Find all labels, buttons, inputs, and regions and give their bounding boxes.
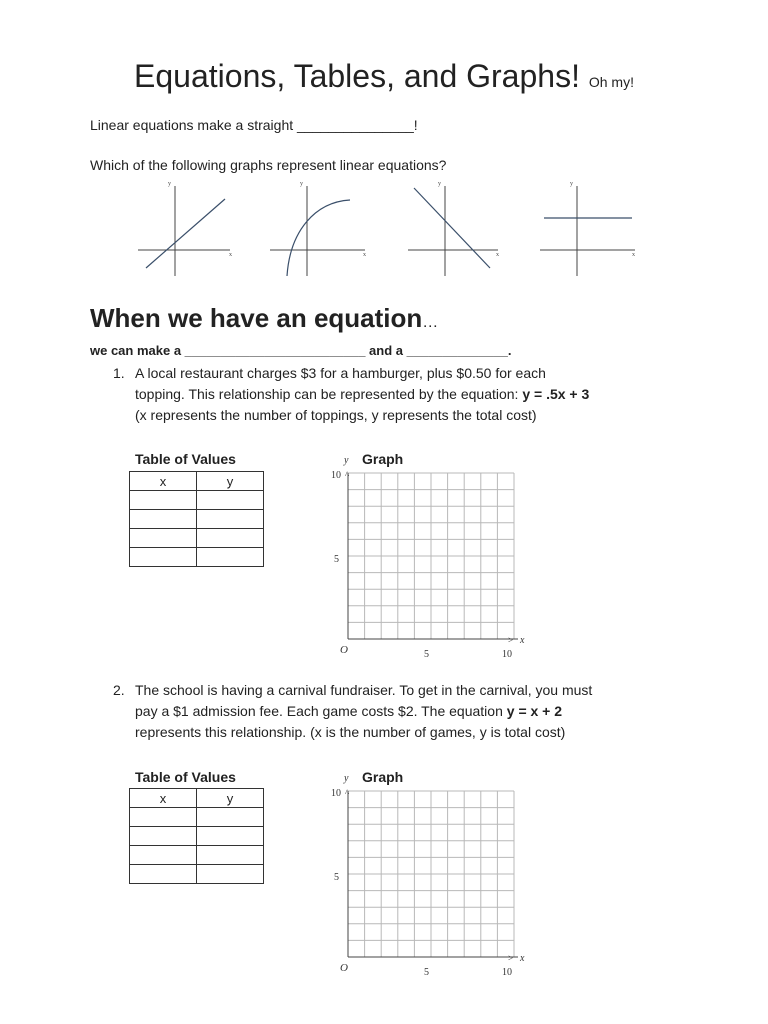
section-heading-text: When we have an equation [90,303,423,333]
example-graph-y-label: y [168,181,171,187]
problem-line: represents this relationship. (x is the number of games, y is total cost) [135,724,566,740]
problem-line-prefix: pay a $1 admission fee. Each game costs $2. The equation [135,703,507,719]
table-cell-x[interactable] [130,491,197,510]
problem-line [135,384,695,405]
example-graph-y-label: y [300,181,303,187]
problem-line [135,701,695,722]
example-graph-x-label: x [632,252,635,258]
table-header-x: x [130,472,197,491]
example-graph-x-label: x [496,252,499,258]
table-header-y: y [197,789,264,808]
problem-line-prefix: topping. This relationship can be represented by the equation: [135,386,523,402]
table-header-y: y [197,472,264,491]
table-cell-x[interactable] [130,827,197,846]
table-row [130,808,264,827]
which-prompt: Which of the following graphs represent linear equations? [90,157,447,173]
table-row [130,827,264,846]
example-graphs [130,176,650,280]
problem-equation: y = x + 2 [506,703,563,719]
table-of-values-label: Table of Values [135,769,236,785]
table-row [130,510,264,529]
svg-text:>: > [508,635,514,645]
y-tick-label: 10 [331,470,341,481]
table-cell-x[interactable] [130,548,197,567]
linear-prompt: Linear equations make a straight _______________! [90,117,418,133]
table-cell-y[interactable] [197,548,264,567]
problem-line: A local restaurant charges $3 for a hamburger, plus $0.50 for each [135,365,546,381]
table-cell-y[interactable] [197,865,264,884]
x-tick-label: 5 [424,649,429,660]
svg-text:^: ^ [345,788,350,798]
example-graph-increasing [138,181,232,276]
example-graph-decreasing [408,181,499,276]
title-main: Equations, Tables, and Graphs! [134,58,580,94]
table-row [130,548,264,567]
section-heading [90,303,438,334]
example-graph-horizontal [540,181,635,276]
y-tick-label: 5 [334,872,339,883]
y-axis-name: y [344,455,349,466]
svg-text:>: > [508,953,514,963]
problem-number: 1. [113,365,125,381]
table-header-row [130,472,264,491]
x-tick-label: 5 [424,967,429,978]
table-cell-y[interactable] [197,827,264,846]
table-row [130,846,264,865]
section-subline: we can make a _________________________ and a ______________. [90,343,512,358]
table-of-values [129,788,264,884]
table-of-values-label: Table of Values [135,451,236,467]
table-cell-y[interactable] [197,808,264,827]
graph-label: Graph [362,769,404,785]
problem-number: 2. [113,682,125,698]
table-cell-x[interactable] [130,865,197,884]
problem-line: (x represents the number of toppings, y represents the total cost) [135,407,537,423]
section-heading-suffix: … [422,314,439,331]
problem-equation: y = .5x + 3 [522,386,590,402]
svg-text:^: ^ [345,470,350,480]
problem-line: The school is having a carnival fundraiser. To get in the carnival, you must [135,682,593,698]
problem-1 [113,363,713,427]
title-sub: Oh my! [588,74,634,90]
y-tick-label: 10 [331,788,341,799]
example-graph-x-label: x [229,252,232,258]
example-graph-curve [270,181,366,276]
x-tick-label: 10 [502,967,512,978]
coordinate-grid[interactable] [328,769,533,979]
table-of-values [129,471,264,567]
table-row [130,491,264,510]
y-tick-label: 5 [334,554,339,565]
problem-text [135,680,695,743]
table-cell-x[interactable] [130,529,197,548]
table-cell-x[interactable] [130,808,197,827]
table-cell-y[interactable] [197,529,264,548]
table-cell-y[interactable] [197,510,264,529]
table-row [130,865,264,884]
x-axis-name: x [520,953,525,964]
table-cell-x[interactable] [130,846,197,865]
coordinate-grid[interactable] [328,451,533,661]
x-axis-name: x [520,635,525,646]
origin-label: O [340,644,348,656]
problem-2 [113,680,713,744]
table-header-row [130,789,264,808]
table-cell-x[interactable] [130,510,197,529]
example-graph-x-label: x [363,252,366,258]
table-row [130,529,264,548]
page-title [0,58,768,95]
y-axis-name: y [344,773,349,784]
origin-label: O [340,962,348,974]
graph-label: Graph [362,451,404,467]
table-header-x: x [130,789,197,808]
example-graph-y-label: y [438,181,441,187]
example-graph-y-label: y [570,181,573,187]
table-cell-y[interactable] [197,491,264,510]
problem-text [135,363,695,426]
table-cell-y[interactable] [197,846,264,865]
x-tick-label: 10 [502,649,512,660]
